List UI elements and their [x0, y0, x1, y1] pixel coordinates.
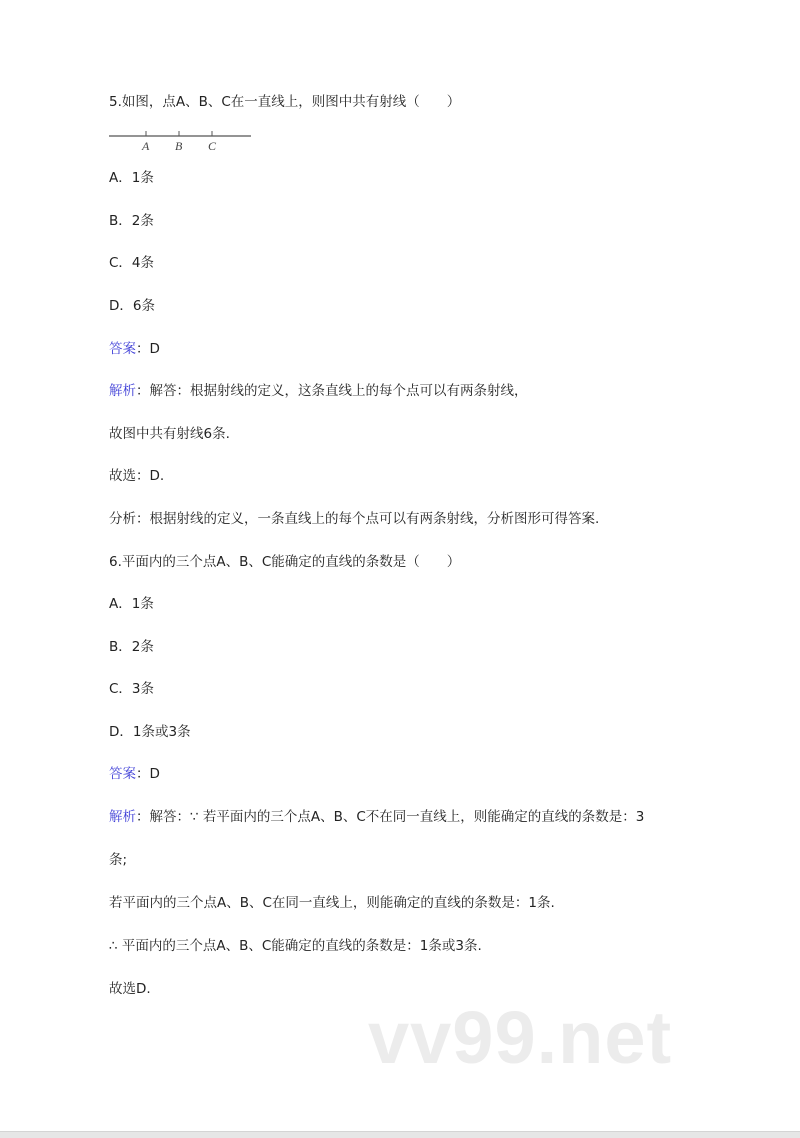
point-label: B — [175, 139, 183, 153]
point-label: A — [142, 139, 150, 153]
option: D．6条 — [109, 298, 155, 314]
analysis-text: 故选D. — [109, 981, 151, 997]
analysis-text: ∴ 平面内的三个点A、B、C能确定的直线的条数是：1条或3条. — [109, 938, 482, 954]
analysis-text: 分析：根据射线的定义，一条直线上的每个点可以有两条射线，分析图形可得答案. — [109, 511, 600, 527]
option: A．1条 — [109, 170, 154, 186]
analysis-label: 解析 — [109, 383, 136, 399]
answer-label: 答案 — [109, 766, 136, 782]
analysis-text: 故图中共有射线6条. — [109, 426, 230, 442]
answer-value: ：D — [136, 341, 160, 357]
question-5: 5.如图，点A、B、C在一直线上，则图中共有射线（ ） — [109, 94, 461, 110]
analysis-text: ：解答：根据射线的定义，这条直线上的每个点可以有两条射线， — [136, 383, 528, 399]
point-label: C — [208, 139, 217, 153]
analysis-text: ：解答：∵ 若平面内的三个点A、B、C不在同一直线上，则能确定的直线的条数是：3 — [136, 809, 645, 825]
analysis-text: 若平面内的三个点A、B、C在同一直线上，则能确定的直线的条数是：1条. — [109, 895, 555, 911]
answer — [109, 340, 160, 358]
watermark: vv99.net — [368, 996, 673, 1079]
option: D．1条或3条 — [109, 724, 191, 740]
answer-value: ：D — [136, 766, 160, 782]
answer — [109, 765, 160, 783]
option: B．2条 — [109, 213, 154, 229]
question-6: 6.平面内的三个点A、B、C能确定的直线的条数是（ ） — [109, 554, 461, 570]
option: C．4条 — [109, 255, 155, 271]
analysis — [109, 382, 528, 400]
option: C．3条 — [109, 681, 155, 697]
analysis-text: 故选：D. — [109, 468, 165, 484]
line-figure — [109, 128, 251, 158]
analysis-label: 解析 — [109, 809, 136, 825]
analysis-text: 条; — [109, 852, 128, 868]
analysis — [109, 808, 644, 826]
option: A．1条 — [109, 596, 154, 612]
answer-label: 答案 — [109, 341, 136, 357]
option: B．2条 — [109, 639, 154, 655]
